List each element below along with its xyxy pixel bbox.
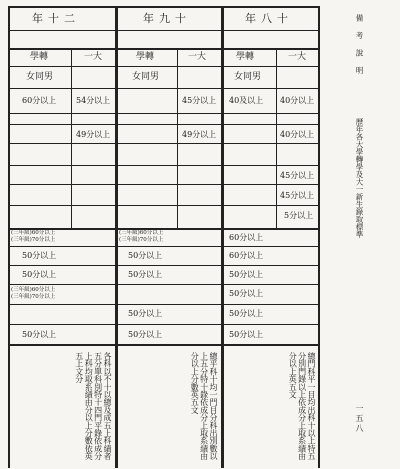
cell-120-50-c: 50分以上 [22,330,57,339]
header-year-120: 年十二 [32,12,80,25]
cell-120-50-a: 50分以上 [22,251,57,260]
hline [8,205,320,206]
cell-120-split-a-1: (三年級)60分以上 [11,230,56,236]
subheader-year1: 一大 [84,52,103,62]
hline [8,48,320,50]
divider-119-118 [221,6,224,468]
hline [8,66,320,67]
cell-118-year1-45-a: 45分以上 [280,171,315,180]
frame-top [8,6,318,8]
hline [8,344,320,346]
inner-v-120 [71,48,72,228]
subheader-gender: 女同男 [26,72,54,82]
cell-119-50-b: 50分以上 [128,270,163,279]
frame-left [8,6,10,468]
hline [8,143,320,144]
frame-right [318,6,320,468]
cell-119-50-c: 50分以上 [128,309,163,318]
hline [8,304,320,305]
cell-119-split-1: (三年級)60分以上 [119,230,164,236]
cell-119-50-a: 50分以上 [128,251,163,260]
subheader-transfer: 學轉 [236,52,255,62]
cell-118-year1-40-a: 40分以上 [280,96,315,105]
hline [8,165,320,166]
cell-118-50-c: 50分以上 [229,309,264,318]
side-subtitle: 歷年各大學轉學及大一新生錄取標準 [355,118,364,238]
note-year-120: 各科以不十以總及成五上科績者五分單科別特十四門平錄依成分上科均取系績由分以上分數依英五上文分 [74,352,112,460]
cell-118-60-b: 60分以上 [229,251,264,260]
cell-118-year1-5: 5分以上 [284,211,314,220]
note-year-118: 總門科平一目均出科十以上特五分別門錄以上依成分上取系績由分以上英五文 [288,352,316,460]
cell-119-split-2: (三年級)70分以上 [119,237,164,243]
cell-118-year1-45-b: 45分以上 [280,191,315,200]
cell-119-year1-49: 49分以上 [182,130,217,139]
hline [8,265,320,266]
subheader-year1: 一大 [288,52,307,62]
cell-118-transfer-40: 40及以上 [229,96,264,105]
page-number: 一五八 [355,404,364,434]
subheader-gender: 女同男 [132,72,160,82]
cell-119-year1-45: 45分以上 [182,96,217,105]
hline [8,246,320,247]
inner-v-118 [276,48,277,228]
hline [8,184,320,185]
cell-120-split-b-2: (三年級)70分以上 [11,294,56,300]
divider-120-119 [115,6,118,468]
side-title: 備考說明 [355,14,364,84]
cell-120-split-b-1: (三年級)60分以上 [11,287,56,293]
hline [8,88,320,89]
hline [8,30,320,31]
cell-120-transfer-60: 60分以上 [22,96,57,105]
cell-118-year1-40-b: 40分以上 [280,130,315,139]
inner-v-119 [177,48,178,228]
hline [8,284,320,285]
hline [8,113,320,114]
subheader-gender: 女同男 [234,72,262,82]
subheader-transfer: 學轉 [136,52,155,62]
subheader-year1: 一大 [188,52,207,62]
hline [8,124,320,125]
cell-119-50-d: 50分以上 [128,330,163,339]
header-year-119: 年九十 [143,12,191,25]
note-year-119: 總平科十均一門目分科出別數以上五分特十錄依成分上取系績由分以上分數英五文 [190,352,218,460]
cell-120-50-b: 50分以上 [22,270,57,279]
cell-120-year1-49: 49分以上 [76,130,111,139]
cell-120-split-a-2: (三年級)70分以上 [11,237,56,243]
cell-118-50-a: 50分以上 [229,270,264,279]
subheader-transfer: 學轉 [30,52,49,62]
cell-120-year1-54: 54分以上 [76,96,111,105]
hline [8,324,320,325]
header-year-118: 年八十 [245,12,293,25]
cell-118-60-a: 60分以上 [229,233,264,242]
cell-118-50-d: 50分以上 [229,330,264,339]
cell-118-50-b: 50分以上 [229,289,264,298]
